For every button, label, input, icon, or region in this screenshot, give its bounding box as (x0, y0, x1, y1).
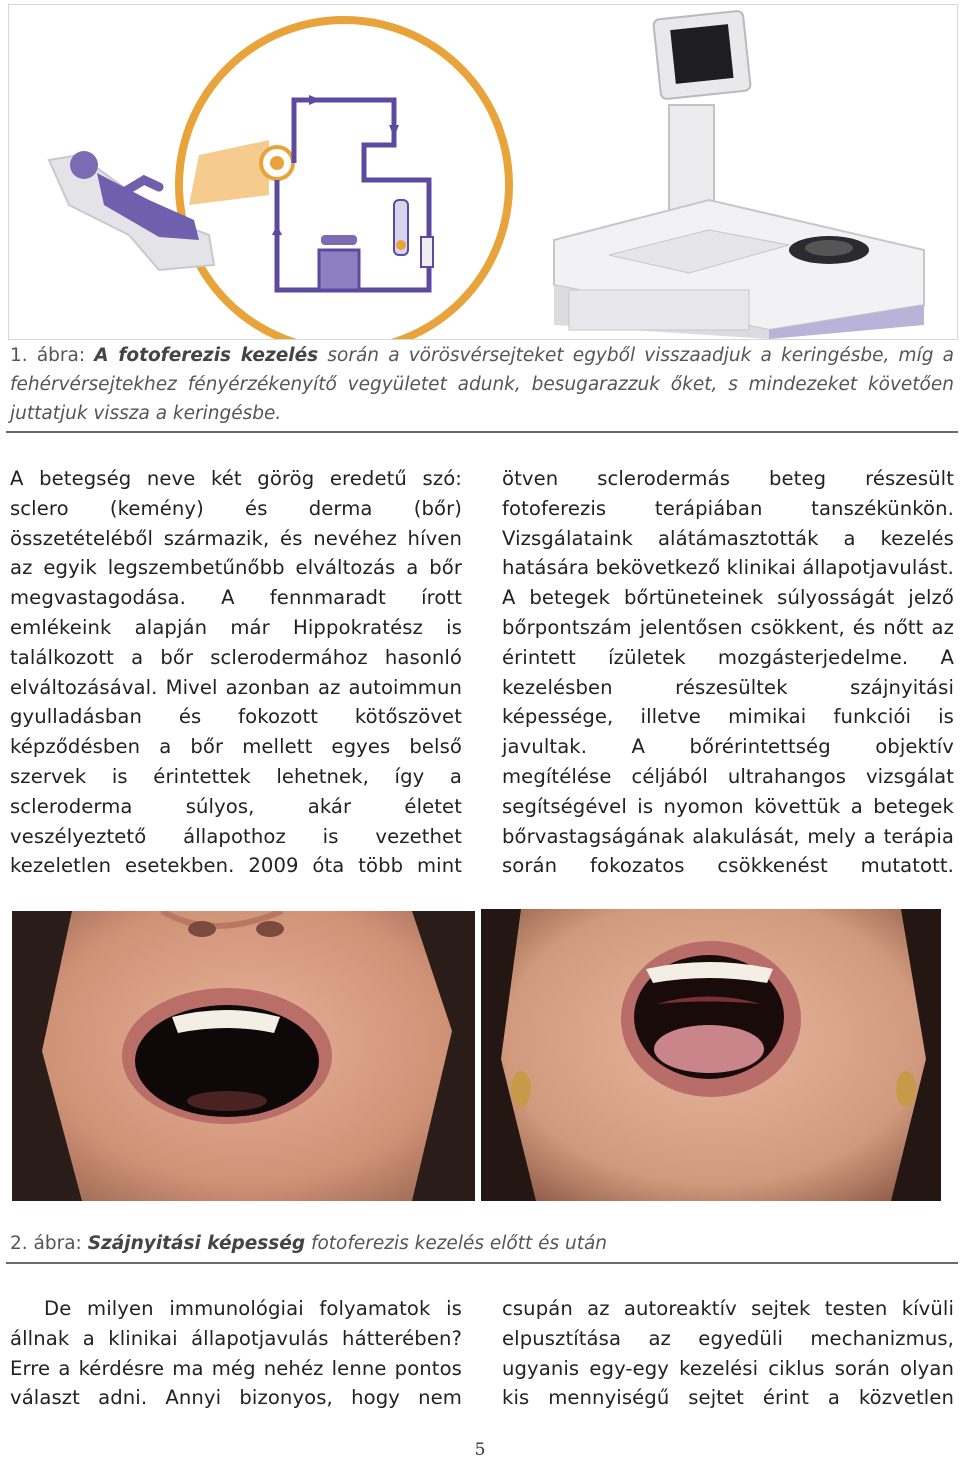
body-text-column-right: ötven sclerodermás beteg részesült fotoferezis terápiában tanszékünkön. Vizsgálataink alátámasztották a kezelés hatására bekövetkező klinikai állapotjavulást. A betegek bőrtüneteinek súlyosságát jelző bőrpontszám jelentősen csökkent, és nőtt az érintett ízületek mozgásterjedelme. A kezelésben részesültek szájnyitási képessége, illetve mimikai funkciói is javultak. A bőrérintettség objektív megítélése céljából ultrahangos vizsgálat segítségével is nyomon követtük a betegek bőrvastagságának alakulását, mely a terápia során fokozatos csökkenést mutatott. (502, 467, 954, 878)
figure-2-caption-text: fotoferezis kezelés előtt és után (305, 1233, 608, 1254)
photopheresis-illustration (9, 5, 957, 339)
figure-1-caption-emphasis: A fotoferezis kezelés (94, 345, 319, 366)
body-text-column-right-2: csupán az autoreaktív sejtek testen kívüli elpusztítása az egyedüli mechanizmus, ugyanis egy-egy kezelési ciklus során olyan kis mennyiségű sejtet érint a közvetlen (502, 1297, 954, 1410)
figure-1-image (8, 4, 958, 340)
mouth-before-image (12, 911, 475, 1201)
mouth-after-image (481, 909, 941, 1201)
page-number: 5 (474, 1440, 486, 1460)
figure-2-caption (10, 1229, 954, 1258)
figure-1-caption-text: során a vörösvérsejteket egyből visszaadjuk a keringésbe, míg a fehérvérsejtekhez fényérzékenyítő vegyületet adunk, besugarazzuk őket, s mindezeket követően juttatjuk vissza a keringésbe. (10, 345, 954, 424)
body-text-column-left-2: De milyen immunológiai folyamatok is állnak a klinikai állapotjavulás hátterében? Erre a kérdésre ma még nehéz lenne pontos választ adni. Annyi bizonyos, hogy nem (10, 1297, 462, 1410)
treatment-circle-diagram (179, 20, 509, 339)
caption-divider (6, 431, 958, 433)
figure-1-number: 1. ábra: (10, 345, 86, 366)
photo-after-treatment (481, 909, 941, 1201)
caption-divider-2 (6, 1262, 958, 1264)
photo-before-treatment (12, 911, 475, 1201)
figure-2-number: 2. ábra: (10, 1233, 82, 1254)
figure-2-caption-emphasis: Szájnyitási képesség (87, 1233, 306, 1254)
photopheresis-device-icon (554, 11, 924, 339)
figure-1-caption (10, 341, 954, 428)
body-text-column-left: A betegség neve két görög eredetű szó: sclero (kemény) és derma (bőr) összetételéből származik, és nevéhez híven az egyik legszembetűnőbb elváltozás a bőr megvastagodása. A fennmaradt írott emlékeink alapján már Hippokratész is találkozott a bőr sclerodermához hasonló elváltozásával. Mivel azonban az autoimmun gyulladásban és fokozott kötőszövet képződésben a bőr mellett egyes belső szervek is érintettek lehetnek, így a scleroderma súlyos, akár életet veszélyeztető állapothoz is vezethet kezeletlen esetekben. 2009 óta több mint (10, 467, 462, 878)
figure-1-caption-space (85, 345, 94, 366)
